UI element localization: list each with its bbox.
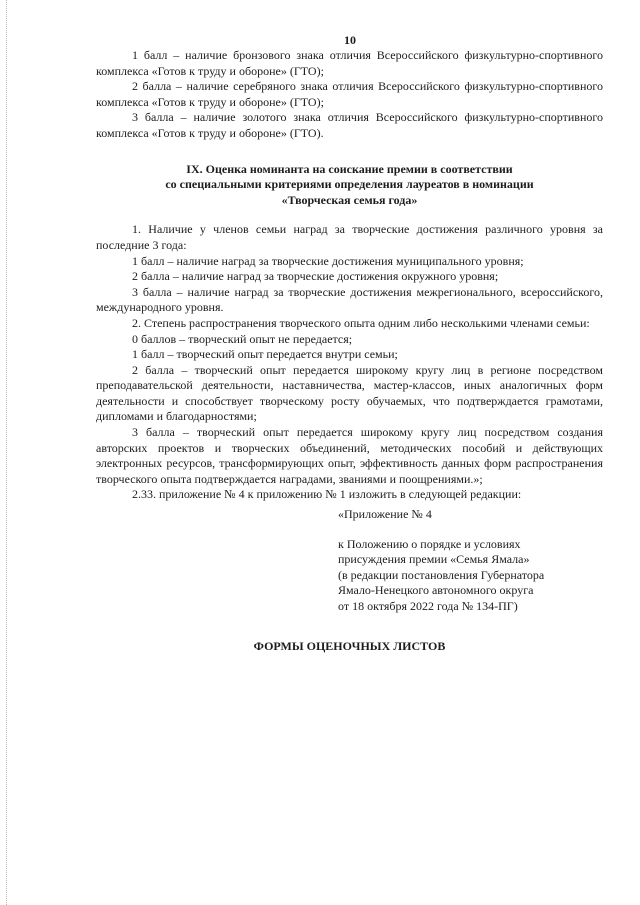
criterion-2-score-3: 3 балла – творческий опыт передается широкому кругу лиц посредством создания авторских проектов и творческих объединений, методических пособий и действующих электронных ресурсов, трансформирующих опыт, эффективность данных форм распространения творческого опыта подтверждается наградами, званиями и поощрениями.»; bbox=[96, 425, 603, 486]
appendix-title: «Приложение № 4 bbox=[338, 507, 432, 522]
criterion-1-score-2: 2 балла – наличие наград за творческие достижения окружного уровня; bbox=[132, 269, 499, 284]
appendix-line-2: присуждения премии «Семья Ямала» bbox=[338, 552, 530, 567]
scan-edge-line bbox=[6, 0, 7, 905]
document-body bbox=[96, 48, 603, 654]
criterion-1-score-1: 1 балл – наличие наград за творческие достижения муниципального уровня; bbox=[132, 253, 524, 268]
amendment-2-33: 2.33. приложение № 4 к приложению № 1 изложить в следующей редакции: bbox=[132, 487, 522, 502]
paragraph-gto-bronze: 1 балл – наличие бронзового знака отличия Всероссийского физкультурно-спортивного комплекса «Готов к труду и обороне» (ГТО); bbox=[96, 48, 603, 78]
appendix-gap bbox=[338, 523, 603, 537]
criterion-2-score-0: 0 баллов – творческий опыт не передается; bbox=[132, 331, 353, 346]
paragraph-gto-gold: 3 балла – наличие золотого знака отличия Всероссийского физкультурно-спортивного комплекса «Готов к труду и обороне» (ГТО). bbox=[96, 110, 603, 140]
appendix-line-1: к Положению о порядке и условиях bbox=[338, 536, 521, 551]
page-number: 10 bbox=[344, 33, 356, 47]
appendix-header bbox=[338, 507, 603, 615]
forms-title: ФОРМЫ ОЦЕНОЧНЫХ ЛИСТОВ bbox=[253, 638, 446, 653]
section-heading-line-3: «Творческая семья года» bbox=[281, 192, 418, 207]
criterion-2: 2. Степень распространения творческого опыта одним либо несколькими членами семьи: bbox=[132, 315, 590, 330]
section-heading-line-2: со специальными критериями определения лауреатов в номинации bbox=[165, 177, 534, 192]
appendix-line-5: от 18 октября 2022 года № 134-ПГ) bbox=[338, 599, 518, 613]
paragraph-gto-silver: 2 балла – наличие серебряного знака отличия Всероссийского физкультурно-спортивного комплекса «Готов к труду и обороне» (ГТО); bbox=[96, 79, 603, 109]
section-heading bbox=[96, 162, 603, 209]
criterion-2-score-1: 1 балл – творческий опыт передается внутри семьи; bbox=[132, 347, 398, 362]
criterion-2-score-2: 2 балла – творческий опыт передается широкому кругу лиц в регионе посредством преподавательской деятельности, наставничества, мастер-классов, иных аналогичных форм деятельности и способствует творческому росту обучаемых, что подтверждается грамотами, дипломами и благодарностями; bbox=[96, 362, 603, 424]
section-heading-line-1: IX. Оценка номинанта на соискание премии в соответствии bbox=[186, 161, 513, 176]
criterion-1-score-3: 3 балла – наличие наград за творческие достижения межрегионального, всероссийского, международного уровня. bbox=[96, 284, 603, 315]
appendix-line-3: (в редакции постановления Губернатора bbox=[338, 567, 545, 582]
appendix-line-4: Ямало-Ненецкого автономного округа bbox=[338, 583, 534, 598]
criterion-1: 1. Наличие у членов семьи наград за творческие достижения различного уровня за последние 3 года: bbox=[96, 222, 603, 252]
